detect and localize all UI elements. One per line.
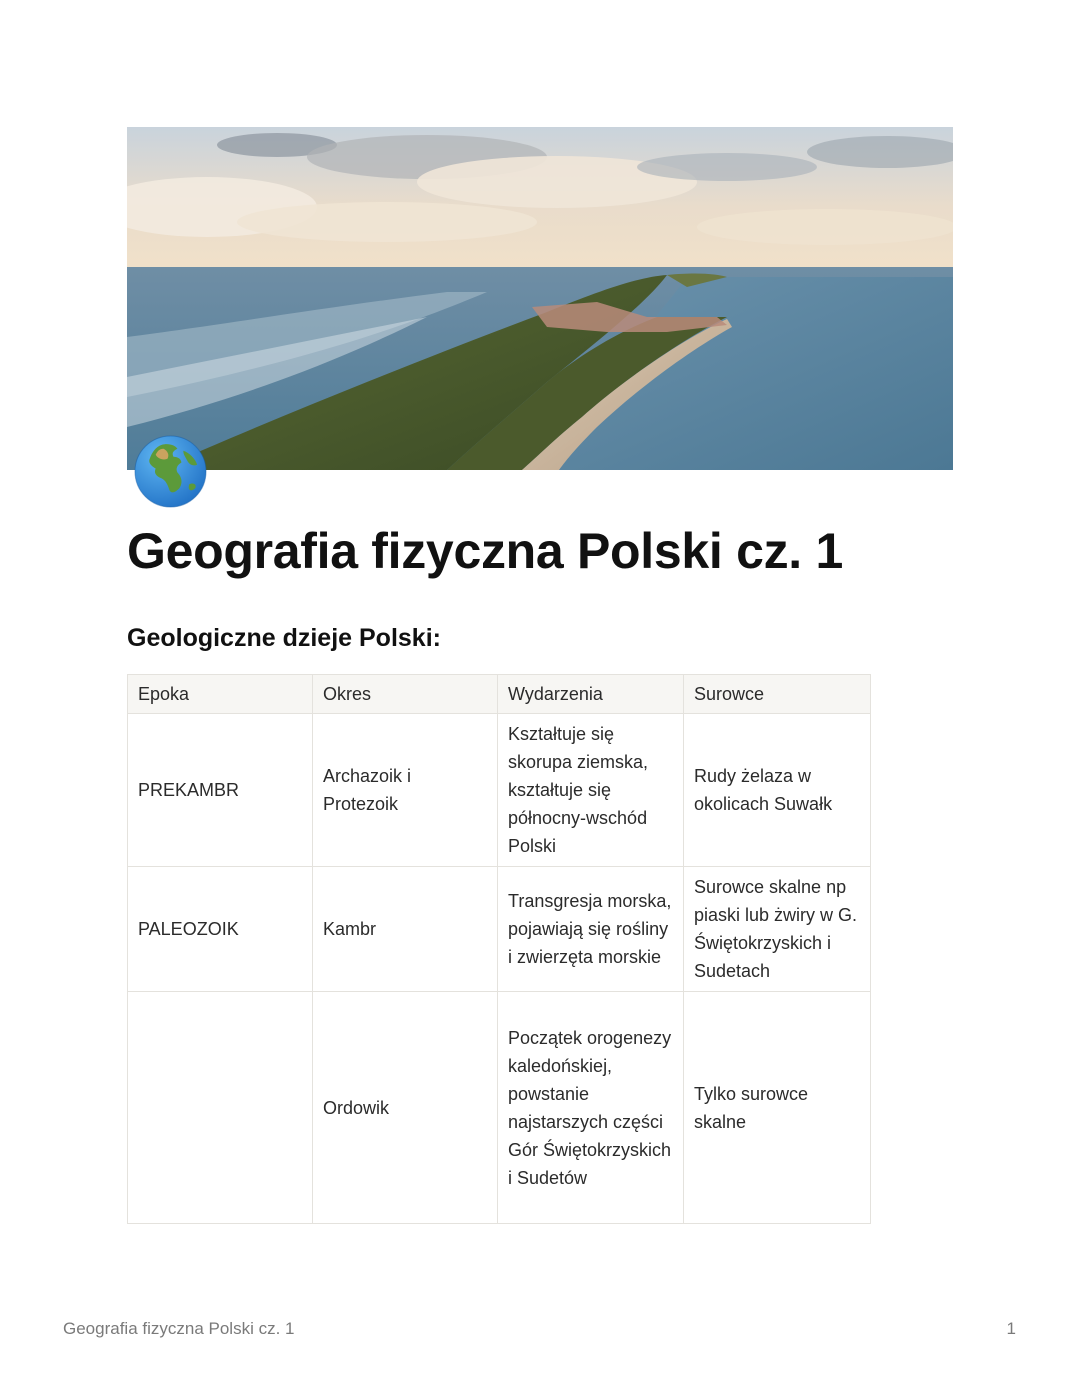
column-header: Surowce [684, 675, 871, 714]
cell-okres: Ordowik [313, 992, 498, 1224]
table-row [128, 992, 871, 1224]
table-row [128, 714, 871, 867]
column-header: Okres [313, 675, 498, 714]
cell-okres: Archazoik i Protezoik [313, 714, 498, 867]
cell-wydarzenia: Początek orogenezy kaledońskiej, powstanie najstarszych części Gór Świętokrzyskich i Sudetów [498, 992, 684, 1224]
page-title: Geografia fizyczna Polski cz. 1 [127, 523, 843, 579]
cover-image [127, 127, 953, 470]
cell-surowce: Rudy żelaza w okolicach Suwałk [684, 714, 871, 867]
geology-table [127, 674, 871, 1224]
column-header: Wydarzenia [498, 675, 684, 714]
globe-icon [134, 435, 207, 508]
cell-epoka: PREKAMBR [128, 714, 313, 867]
table-row [128, 867, 871, 992]
cell-okres: Kambr [313, 867, 498, 992]
table-header-row [128, 675, 871, 714]
cell-wydarzenia: Kształtuje się skorupa ziemska, kształtuje się północny-wschód Polski [498, 714, 684, 867]
column-header: Epoka [128, 675, 313, 714]
section-heading: Geologiczne dzieje Polski: [127, 624, 441, 652]
cell-surowce: Surowce skalne np piaski lub żwiry w G. Świętokrzyskich i Sudetach [684, 867, 871, 992]
cell-surowce: Tylko surowce skalne [684, 992, 871, 1224]
footer-page-number: 1 [1006, 1319, 1016, 1338]
cell-epoka [128, 992, 313, 1224]
coastline-photo [127, 127, 953, 470]
footer-document-title: Geografia fizyczna Polski cz. 1 [63, 1319, 295, 1338]
cell-epoka: PALEOZOIK [128, 867, 313, 992]
cell-wydarzenia: Transgresja morska, pojawiają się rośliny i zwierzęta morskie [498, 867, 684, 992]
